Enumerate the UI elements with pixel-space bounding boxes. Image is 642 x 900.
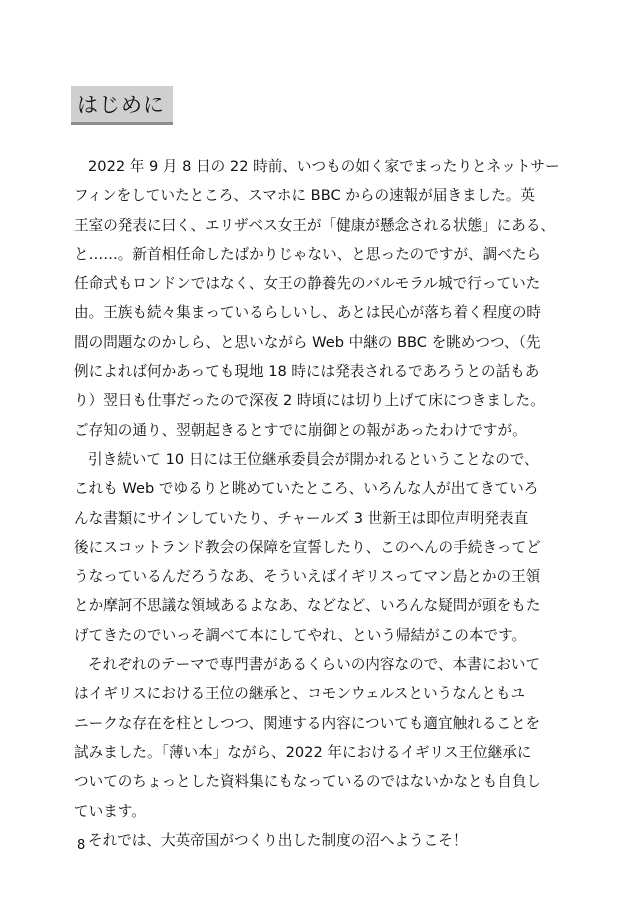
text-line: 2022 年 9 月 8 日の 22 時前、いつもの如く家でまったりとネットサー — [88, 158, 560, 175]
text-line: 後にスコットランド教会の保障を宣誓したり、このへんの手続きってど — [74, 538, 541, 556]
page-number: 8 — [77, 838, 86, 853]
text-line: これも Web でゆるりと眺めていたところ、いろんな人が出てきていろ — [74, 480, 539, 498]
paragraph-1 — [74, 152, 574, 445]
section-heading-box — [71, 86, 173, 125]
text-line: とか摩訶不思議な領域あるよなあ、などなど、いろんな疑問が頭をもた — [74, 597, 541, 615]
text-line: 間の問題なのかしら、と思いながら Web 中継の BBC を眺めつつ、（先 — [74, 333, 541, 351]
paragraph-3 — [74, 650, 574, 826]
body-text — [74, 152, 574, 855]
section-heading: はじめに — [77, 93, 165, 117]
text-line: と……。新首相任命したばかりじゃない、と思ったのですが、調べたら — [74, 245, 542, 263]
text-line: んな書類にサインしていたり、チャールズ 3 世新王は即位声明発表直 — [74, 509, 529, 527]
text-line: ご存知の通り、翌朝起きるとすでに崩御との報があったわけですが。 — [74, 421, 527, 439]
text-line: ついてのちょっとした資料集にもなっているのではないかなとも自負し — [74, 773, 542, 791]
text-line: ています。 — [74, 802, 146, 820]
text-line: 引き続いて 10 日には王位継承委員会が開かれるということなので、 — [88, 450, 539, 468]
text-line: 王室の発表に曰く、エリザベス女王が「健康が懸念される状態」にある、 — [74, 216, 556, 234]
text-line: はイギリスにおける王位の継承と、コモンウェルスというなんともユ — [74, 685, 526, 703]
text-line: ニークな存在を柱としつつ、関連する内容についても適宜触れることを — [74, 714, 541, 732]
text-line: フィンをしていたところ、スマホに BBC からの速報が届きました。英 — [74, 187, 535, 205]
text-line: うなっているんだろうなあ、そういえばイギリスってマン島とかの王領 — [74, 568, 541, 586]
text-line: げてきたのでいっそ調べて本にしてやれ、という帰結がこの本です。 — [74, 626, 527, 644]
text-line: 由。王族も続々集まっているらしいし、あとは民心が落ち着く程度の時 — [74, 304, 542, 322]
text-line: それでは、大英帝国がつくり出した制度の沼へようこそ！ — [88, 831, 468, 849]
paragraph-4 — [74, 826, 574, 855]
text-line: り）翌日も仕事だったので深夜 2 時頃には切り上げて床につきました。 — [74, 392, 545, 410]
paragraph-2 — [74, 445, 574, 650]
text-line: それぞれのテーマで専門書があるくらいの内容なので、本書において — [88, 656, 541, 674]
text-line: 例によれば何かあっても現地 18 時には発表されるであろうとの話もあ — [74, 363, 540, 381]
text-line: 任命式もロンドンではなく、女王の静養先のバルモラル城で行っていた — [74, 275, 541, 293]
text-line: 試みました。「薄い本」ながら、2022 年におけるイギリス王位継承に — [74, 743, 532, 761]
